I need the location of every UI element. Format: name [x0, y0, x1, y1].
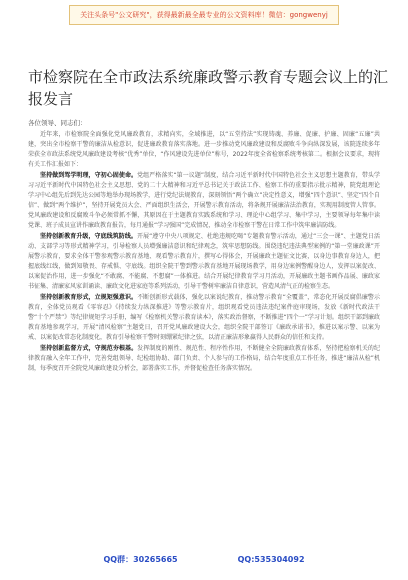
paragraph: 坚持创新教育形式，立规矩强意识。不断创新形式载体，强化以案说纪教育，推动警示教育“全覆盖”，常态化开展反腐倡廉警示教育，全体党员观看《零容忍》《持续发力纵深推进》等警示教育片，组织观看党员违法违纪案件庭审现场，发放《新时代政法干警“十个严禁”》等纪律规矩学习手册，编写《检察机关警示教育读本》，落实政治督察，不断推进“四个一”学习计划。组织干部到廉政教育基地参观学习，开展“清风检察”主题党日，召开党风廉政建设大会，组织全院干部签订《廉政承诺书》，推进以案示警、以案为戒、以案促改常态化制度化，教育引导检察干警时刻绷紧纪律之弦，以清正廉洁形象赢得人民群众的信任和支持。 — [28, 294, 380, 341]
banner-text: 关注头条号"公文研究"，获得最新最全最专业的公文资料库！微信：gongwenyj — [69, 5, 339, 25]
paragraph: 坚持做到驾学明理，守初心固使命。党组严格落实“第一议题”制度，结合习近平新时代中国特色社会主义思想主题教育，带头学习习近平新时代中国特色社会主义思想、党的二十大精神和习近平总书记关于政法工作、检察工作的重要指示批示精神，院党组理论学习中心组先后到先达公园等地举办现场教学，进行党纪法规教育，深刻领悟“两个确立”决定性意义，增强“四个意识”、坚定“四个自信”、做到“两个维护”，坚持开展党员大会、严面组织生活会，开展警示教育活动，将条规开展廉洁法治教育，实现用制度管人管事。党风廉政建设和反腐败斗争必须常抓不懈，其原因在于主题教育实践系统和学习、理论中心组学习、集中学习，主要领导每年集中读党课、班子成员宣讲作廉政教育报告，每月通报“学习强国”完成情况，推动全市检察干警在日常工作中筑牢廉洁防线。 — [28, 172, 380, 229]
paragraph: 坚持创新教育升级，守底线筑防线。开展“遵守中央八项规定、杜绝违规吃喝”专题教育警示活动，通过“三会一课”、主题党日活动、支部学习等形式精神学习，引导检察人员增强廉洁意识和纪律观念，筑牢思想防线。围绕违纪违法典型案例的“第一堂廉政课”开展警示教育，要求全体干警参观警示教育基地、观看警示教育片，撰写心得体会，开展廉政主题征文比赛，以身边事教育身边人，把握底线红线，做到知敬畏、存戒惧、守底线。组织全院干警到警示教育基地开展现场教学，用身边案例警醒身边人，发挥以案促改、以案促治作用，进一步强化“不敢腐、不能腐、不想腐”一体推进。结合开展纪律教育学习月活动，开展廉政主题书画作品展、廉政家书征集、清廉家风家训诵读、廉政文化进家庭等系列活动，引导干警树牢廉洁自律意识，营造风清气正的检察生态。 — [28, 233, 380, 290]
greeting: 各位领导、同志们： — [28, 119, 87, 127]
paragraph-lead: 坚持做到驾学明理，守初心固使命。 — [40, 172, 138, 180]
document-body — [28, 130, 380, 530]
paragraph-lead: 坚持创新教育升级，守底线筑防线。 — [40, 233, 137, 241]
qq-contact: QQ:535304092 — [237, 554, 305, 564]
paragraph: 近年来，市检察院全面强化党风廉政教育，求精向实，全域推进，以“五堂持法”实现铸魂、养廉、促廉、护廉、固廉“五廉”共建，突出全市检察干警的廉洁从检意识，促进廉政教育落实落地。进一步推动党风廉政建设和反腐败斗争向纵深发展，该院连续多年荣获全市政法系统党风廉政建设考核“优秀”单位，“作风建设先进单位”称号，2022年度全省检察系统考核第二。根据会议要求，现将有关工作汇报如下： — [28, 131, 380, 168]
paragraph-lead: 坚持创新监督方式，守规范夯根基。 — [40, 345, 138, 353]
paragraph: 坚持创新监督方式，守规范夯根基。发挥制度的刚性、规范性、程序性作用，不断健全全院廉政教育体系，坚持把检察机关的纪律教育融入全年工作中，完善党组领导、纪检组协助、部门负责、个人参与的工作格局，结合年度重点工作任务，推进“廉洁从检”机制，每季度召开全院党风廉政建设分析会，部署落实工作，并督促检查任务落实情况。 — [28, 345, 380, 372]
footer — [0, 550, 408, 568]
document-title: 市检察院在全市政法系统廉政警示教育专题会议上的汇报发言 — [28, 68, 389, 108]
qq-group: QQ群：30265665 — [103, 554, 178, 564]
paragraph-lead: 坚持创新教育形式，立规矩强意识。 — [40, 294, 138, 301]
top-banner — [0, 0, 408, 30]
